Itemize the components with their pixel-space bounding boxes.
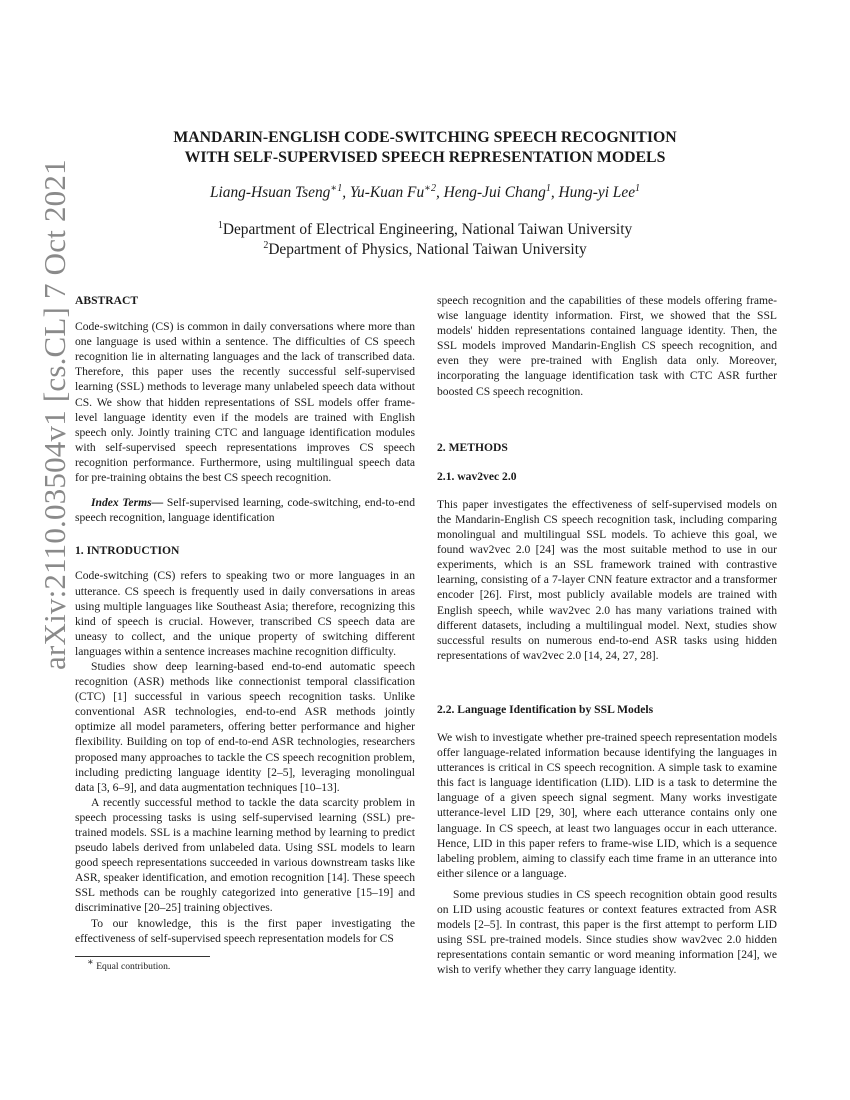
title-line-2: WITH SELF-SUPERVISED SPEECH REPRESENTATION MODELS (184, 149, 666, 166)
section-2-2-paragraph-1: We wish to investigate whether pre-trained speech representation models offer language-related information because identifying the languages in utterances is critical in CS speech recognition. A simple task to examine this fact is language identification (LID). LID is a task to determine the language of a given speech signal segment. Many works investigate utterance-level LID [29, 30], where each utterance contains only one language. In CS speech, at least two languages occur in each utterance. Hence, LID in this paper refers to frame-wise LID, which is a sequence labeling problem, aiming to classify each time frame in an utterance into either silence or a language. (437, 730, 777, 880)
affiliation: $^2$Department of Physics, National Taiwan University (263, 239, 587, 258)
affiliations (0, 220, 850, 260)
intro-paragraph-4: To our knowledge, this is the first paper investigating the effectiveness of self-supervised speech representation models for CS (75, 916, 415, 945)
intro-paragraph-3: A recently successful method to tackle the data scarcity problem in speech processing tasks is using self-supervised learning (SSL) pre-trained models. SSL is a machine learning method by learning to predict pseudo labels derived from unlabeled data. Using SSL models to learn good speech representations succeeded in various downstream tasks like ASR, speaker identification, and emotion recognition [14]. These speech SSL methods can be roughly categorized into generative [15–19] and discriminative [20–25] training objectives. (75, 795, 415, 915)
abstract-text: Code-switching (CS) is common in daily conversations where more than one language is used within a sentence. The difficulties of CS speech recognition lie in alternating languages and the lack of transcribed data. Therefore, this paper uses the recently successful self-supervised learning (SSL) methods to leverage many unlabeled speech data without CS. We show that hidden representations of SSL models offer frame-level language identity even if the models are trained with English speech only. Jointly training CTC and language identification modules with self-supervised speech representations improves CS speech recognition performance. Furthermore, using multilingual speech data for pre-training obtains the best CS speech recognition. (75, 320, 415, 485)
intro-paragraph-4-continued: speech recognition and the capabilities of these models offering frame-wise language identity information. First, we showed that the SSL models' hidden representations contained language identity. Then, the SSL models improved Mandarin-English CS speech recognition, and even they were pre-trained with English data only. Moreover, incorporating the language identification task with CTC ASR further boosted CS speech recognition. (437, 294, 777, 398)
abstract-heading: ABSTRACT (75, 294, 139, 307)
section-2-2-paragraph-2: Some previous studies in CS speech recognition obtain good results on LID using acoustic features or context features extracted from ASR models [2–5]. In contrast, this paper is the first attempt to perform LID using SSL pre-trained models. Since studies show wav2vec 2.0 hidden representations contain semantic or word meaning information [24], we wish to verify whether they carry language identity. (437, 887, 777, 977)
arxiv-identifier: arXiv:2110.03504v1 [cs.CL] 7 Oct 2021 (37, 159, 72, 670)
footnote-rule (75, 956, 210, 957)
index-terms-text: Self-supervised learning, code-switching, end-to-end speech recognition, language identification (75, 496, 416, 525)
author: Hung-yi Lee$^1$ (558, 182, 641, 201)
intro-paragraph-2: Studies show deep learning-based end-to-end automatic speech recognition (ASR) methods like connectionist temporal classification (CTC) [1] successful in various speech recognition tasks. Unlike conventional ASR technologies, end-to-end ASR methods jointly optimize all model parameters, offering better performance and higher flexibility. Building on top of end-to-end ASR technologies, researchers proposed many approaches to tackle the CS speech recognition problem, including predicting language identity [2–5], leveraging monolingual data [3, 6–9], and data augmentation techniques [10–13]. (75, 659, 415, 794)
paper-title (0, 128, 850, 168)
footnote: ∗ Equal contribution. (87, 956, 171, 972)
author-list (0, 184, 850, 202)
intro-heading: 1. INTRODUCTION (75, 544, 180, 558)
section-2-1-heading: 2.1. wav2vec 2.0 (437, 469, 517, 483)
author: Heng-Jui Chang$^1$, (443, 182, 559, 201)
intro-paragraph-1: Code-switching (CS) refers to speaking two or more languages in an utterance. CS speech is frequently used in daily conversations in areas using multiple languages like Southeast Asia; therefore, recognizing this kind of speech is crucial. However, transcribed CS speech data are uneasy to collect, and the unique property of switching different languages within a sentence increases machine recognition difficulty. (75, 569, 415, 658)
left-column (75, 293, 415, 973)
index-terms-label: Index Terms— (91, 496, 164, 510)
right-column (437, 293, 777, 977)
affiliation: $^1$Department of Electrical Engineering, National Taiwan University (217, 219, 633, 238)
methods-heading: 2. METHODS (437, 440, 508, 454)
index-terms (75, 495, 415, 525)
arxiv-sidebar (14, 159, 72, 670)
section-2-1-text: This paper investigates the effectiveness of self-supervised models on the Mandarin-English CS speech recognition task, including comparing monolingual and multilingual SSL models. To achieve this goal, we found wav2vec 2.0 [24] was the most suitable method to use in our experiments, which is an SSL framework trained with contrastive learning, consisting of a 7-layer CNN feature extractor and a transformer encoder [26]. First, most publicly available models are trained with English speech, while wav2vec 2.0 has many variations trained with different datasets, including a multilingual model. Next, studies show successful results on numerous end-to-end ASR tasks using hidden representations of wav2vec 2.0 [14, 24, 27, 28]. (437, 497, 777, 662)
author: Liang-Hsuan Tseng$^{∗1}$, (209, 182, 350, 201)
author: Yu-Kuan $Fu^{∗2}$, (349, 182, 444, 201)
section-2-2-heading: 2.2. Language Identification by SSL Models (437, 702, 654, 716)
title-line-1: MANDARIN-ENGLISH CODE-SWITCHING SPEECH RECOGNITION (173, 129, 677, 146)
